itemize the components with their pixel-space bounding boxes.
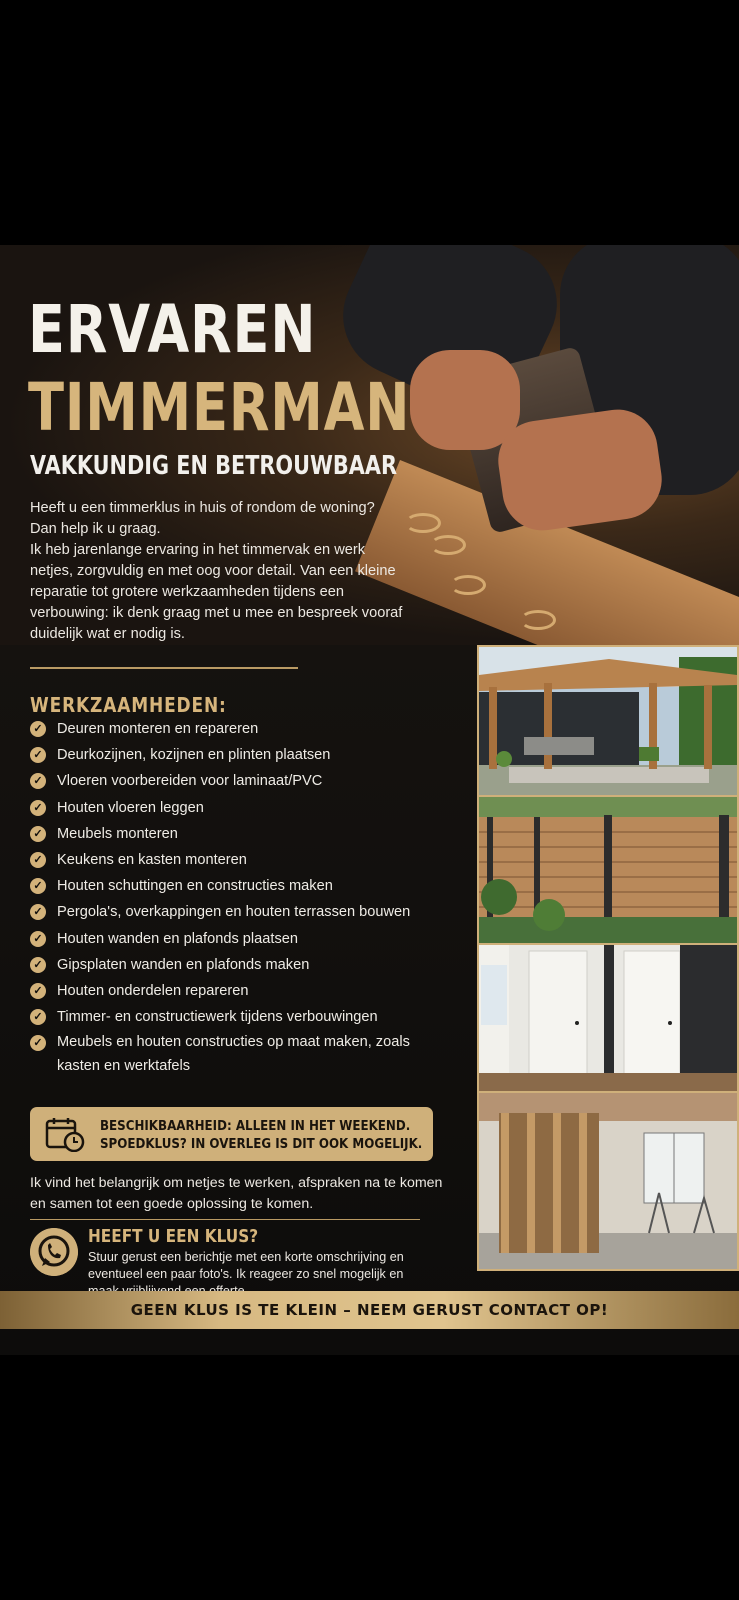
list-item: ✓ Meubels monteren [30, 821, 450, 847]
check-icon: ✓ [30, 931, 46, 947]
title-line-1: ERVAREN [28, 291, 317, 368]
cta-text: Stuur gerust een berichtje met een korte omschrijving en eventueel een paar foto's. Ik reageer zo snel mogelijk en [88, 1250, 404, 1281]
footer-banner [0, 1291, 739, 1329]
pergola-photo [477, 645, 739, 797]
check-icon: ✓ [30, 983, 46, 999]
list-item: ✓ Gipsplaten wanden en plafonds maken [30, 952, 450, 978]
availability-banner [30, 1107, 433, 1161]
cta-title: HEEFT U EEN KLUS? [88, 1226, 259, 1247]
title-line-2: TIMMERMAN [28, 369, 411, 446]
footer-text: GEEN KLUS IS TE KLEIN – NEEM GERUST CONTACT OP! [130, 1301, 609, 1319]
check-icon: ✓ [30, 1035, 46, 1051]
whatsapp-icon[interactable] [30, 1228, 78, 1276]
closing-text: Ik vind het belangrijk om netjes te werken, afspraken na te komen en samen tot een goede oplossing te komen. [30, 1175, 443, 1212]
list-item: ✓ Houten vloeren leggen [30, 795, 450, 821]
check-icon: ✓ [30, 773, 46, 789]
check-icon: ✓ [30, 852, 46, 868]
list-item: ✓ Keukens en kasten monteren [30, 847, 450, 873]
check-icon: ✓ [30, 1009, 46, 1025]
subtitle: VAKKUNDIG EN BETROUWBAAR [30, 451, 397, 481]
interior-doors-photo [477, 943, 739, 1093]
services-title: WERKZAAMHEDEN: [30, 693, 227, 717]
list-item: ✓ Deurkozijnen, kozijnen en plinten plaatsen [30, 742, 450, 768]
check-icon: ✓ [30, 826, 46, 842]
list-item: ✓ Meubels en houten constructies op maat maken, zoals kasten en werktafels [30, 1030, 450, 1078]
services-list [30, 716, 450, 1078]
check-icon: ✓ [30, 721, 46, 737]
framed-wall-photo [477, 1091, 739, 1271]
list-item: ✓ Houten wanden en plafonds plaatsen [30, 926, 450, 952]
list-item: ✓ Houten onderdelen repareren [30, 978, 450, 1004]
check-icon: ✓ [30, 800, 46, 816]
check-icon: ✓ [30, 878, 46, 894]
check-icon: ✓ [30, 747, 46, 763]
list-item: ✓ Pergola's, overkappingen en houten terrassen bouwen [30, 899, 450, 925]
calendar-clock-icon [45, 1116, 85, 1152]
divider [30, 667, 298, 669]
list-item: ✓ Houten schuttingen en constructies maken [30, 873, 450, 899]
flyer [0, 245, 739, 1355]
check-icon: ✓ [30, 904, 46, 920]
intro-text: Heeft u een timmerklus in huis of rondom de woning? Dan help ik u graag. Ik heb jarenlange ervaring in het timmervak en werk netjes, zorgvuldig en met oog voor detail. Van een kleine reparatie tot grotere werkzaamheden tijdens een verbouwing: ik denk graag met u mee en bespreek vooraf duidelijk wat er nodig is. [30, 500, 403, 642]
list-item: ✓ Deuren monteren en repareren [30, 716, 450, 742]
list-item: ✓ Vloeren voorbereiden voor laminaat/PVC [30, 768, 450, 794]
check-icon: ✓ [30, 957, 46, 973]
fence-photo [477, 795, 739, 945]
availability-line-1: BESCHIKBAARHEID: ALLEEN IN HET WEEKEND. [100, 1118, 411, 1134]
list-item: ✓ Timmer- en constructiewerk tijdens verbouwingen [30, 1004, 450, 1030]
availability-line-2: SPOEDKLUS? IN OVERLEG IS DIT OOK MOGELIJK. [100, 1136, 423, 1152]
